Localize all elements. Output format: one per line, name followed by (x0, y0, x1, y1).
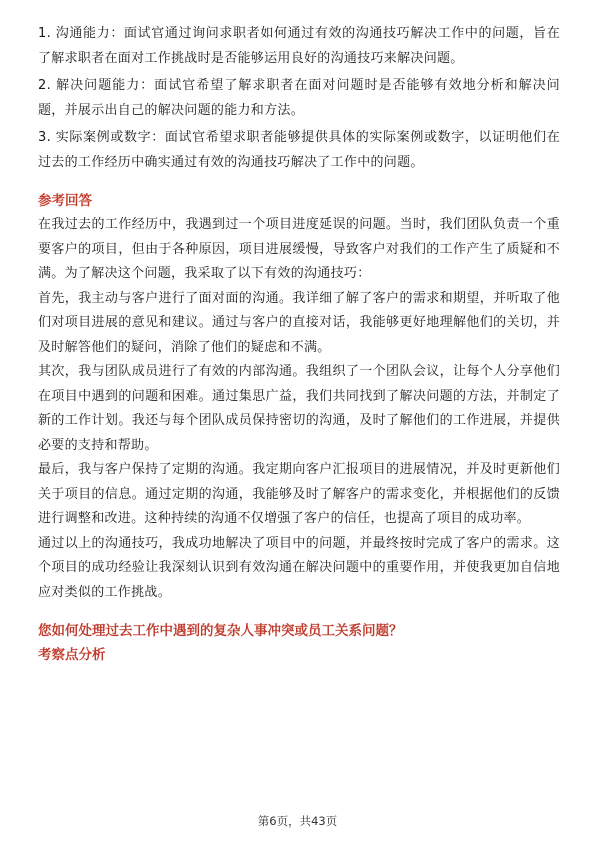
page-footer: 第6页，共43页 (257, 814, 338, 828)
next-question-title: 您如何处理过去工作中遇到的复杂人事冲突或员工关系问题？ (38, 623, 403, 639)
analysis-heading: 考察点分析 (38, 647, 106, 663)
answer-paragraph-2: 首先，我主动与客户进行了面对面的沟通。我详细了解了客户的需求和期望，并听取了他们对项目进展的意见和建议。通过与客户的直接对话，我能够更好地理解他们的关切，并及时解答他们的疑问，消除了他们的疑虑和不满。 (38, 290, 560, 355)
answer-paragraph-1: 在我过去的工作经历中，我遇到过一个项目进度延误的问题。当时，我们团队负责一个重要客户的项目，但由于各种原因，项目进展缓慢，导致客户对我们的工作产生了质疑和不满。为了解决这个问题，我采取了以下有效的沟通技巧： (38, 217, 560, 281)
point-1: 1. 沟通能力：面试官通过询问求职者如何通过有效的沟通技巧解决工作中的问题，旨在了解求职者在面对工作挑战时是否能够运用良好的沟通技巧来解决问题。 (38, 26, 560, 66)
page-content (38, 22, 560, 667)
reference-answer-heading: 参考回答 (38, 193, 92, 209)
point-2: 2. 解决问题能力：面试官希望了解求职者在面对问题时是否能够有效地分析和解决问题，并展示出自己的解决问题的能力和方法。 (38, 78, 560, 118)
answer-paragraph-5: 通过以上的沟通技巧，我成功地解决了项目中的问题，并最终按时完成了客户的需求。这个项目的成功经验让我深刻认识到有效沟通在解决问题中的重要作用，并使我更加自信地应对类似的工作挑战。 (38, 535, 560, 600)
answer-paragraph-3: 其次，我与团队成员进行了有效的内部沟通。我组织了一个团队会议，让每个人分享他们在项目中遇到的问题和困难。通过集思广益，我们共同找到了解决问题的方法，并制定了新的工作计划。我还与每个团队成员保持密切的沟通，及时了解他们的工作进展，并提供必要的支持和帮助。 (38, 364, 560, 453)
point-3: 3. 实际案例或数字：面试官希望求职者能够提供具体的实际案例或数字，以证明他们在过去的工作经历中确实通过有效的沟通技巧解决了工作中的问题。 (38, 130, 560, 170)
answer-paragraph-4: 最后，我与客户保持了定期的沟通。我定期向客户汇报项目的进展情况，并及时更新他们关于项目的信息。通过定期的沟通，我能够及时了解客户的需求变化，并根据他们的反馈进行调整和改进。这种持续的沟通不仅增强了客户的信任，也提高了项目的成功率。 (38, 462, 560, 526)
